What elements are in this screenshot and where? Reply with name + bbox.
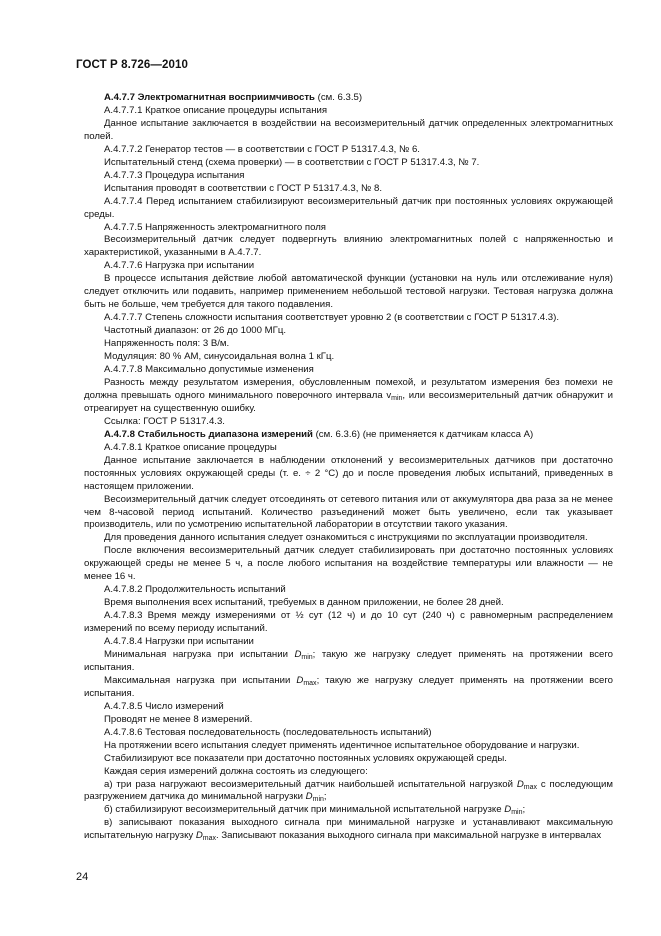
paragraph bbox=[84, 675, 613, 701]
document-body bbox=[84, 92, 613, 843]
italic-symbol: D bbox=[195, 830, 203, 842]
paragraph bbox=[84, 766, 613, 779]
text-run: В процессе испытания действие любой автоматической функции (установки на нуль или отслеживание нуля) следует отключить или подавить, например применением небольшой тестовой нагрузки. Тестовая нагрузка должна быть не больше, чем требуется для такого подавления. bbox=[84, 273, 613, 311]
text-run: Испытания проводят в соответствии с ГОСТ Р 51317.4.3, № 8. bbox=[104, 182, 382, 194]
subscript: min bbox=[391, 394, 403, 402]
paragraph bbox=[84, 740, 613, 753]
text-run: ; bbox=[522, 804, 526, 816]
text-run: А.4.7.7.1 Краткое описание процедуры испытания bbox=[104, 104, 328, 116]
paragraph bbox=[84, 610, 613, 636]
paragraph bbox=[84, 377, 613, 416]
paragraph bbox=[84, 338, 613, 351]
text-run: А.4.7.8.1 Краткое описание процедуры bbox=[104, 441, 277, 453]
text-run: Каждая серия измерений должна состоять из следующего: bbox=[104, 765, 368, 777]
paragraph bbox=[84, 494, 613, 533]
paragraph bbox=[84, 157, 613, 170]
paragraph bbox=[84, 364, 613, 377]
paragraph bbox=[84, 92, 613, 105]
paragraph bbox=[84, 196, 613, 222]
text-run: а) три раза нагружают весоизмерительный датчик наибольшей испытательной нагрузкой bbox=[104, 778, 517, 790]
paragraph bbox=[84, 312, 613, 325]
text-run: Минимальная нагрузка при испытании bbox=[104, 648, 295, 660]
italic-symbol: D bbox=[296, 674, 304, 686]
text-run: (см. 6.3.6) (не применяется к датчикам класса А) bbox=[312, 428, 534, 440]
paragraph bbox=[84, 532, 613, 545]
text-run: ; такую же нагрузку следует применять на протяжении всего испытания. bbox=[84, 648, 613, 673]
text-run: После включения весоизмерительный датчик следует стабилизировать при достаточно постоянных условиях окружающей среды не менее 5 ч, а после любого испытания на воздействие температуры или влажности — не менее 16 ч. bbox=[84, 545, 613, 583]
text-run: А.4.7.7.6 Нагрузка при испытании bbox=[104, 260, 255, 272]
text-run: Максимальная нагрузка при испытании bbox=[104, 674, 297, 686]
text-run: А.4.7.7.3 Процедура испытания bbox=[104, 169, 245, 181]
italic-symbol: D bbox=[294, 648, 302, 660]
text-run: А.4.7.8.3 Время между измерениями от ½ сут (12 ч) и до 10 сут (240 ч) с равномерным распределением измерений по всему периоду испытаний. bbox=[84, 610, 613, 635]
paragraph bbox=[84, 545, 613, 584]
text-run: Модуляция: 80 % АМ, синусоидальная волна 1 кГц. bbox=[104, 351, 335, 363]
italic-symbol: D bbox=[504, 804, 512, 816]
text-run: На протяжении всего испытания следует применять идентичное испытательное оборудование и нагрузки. bbox=[104, 739, 580, 751]
text-run: Частотный диапазон: от 26 до 1000 МГц. bbox=[104, 325, 286, 337]
paragraph bbox=[84, 714, 613, 727]
page-number: 24 bbox=[76, 871, 89, 883]
text-run: А.4.7.8.2 Продолжительность испытаний bbox=[104, 584, 286, 596]
paragraph bbox=[84, 325, 613, 338]
text-run: , или весоизмерительный датчик обнаружит и отреагирует на существенную ошибку. bbox=[84, 389, 613, 414]
bold-text: А.4.7.7 Электромагнитная восприимчивость bbox=[104, 92, 315, 103]
text-run: Время выполнения всех испытаний, требуемых в данном приложении, не более 28 дней. bbox=[104, 597, 504, 609]
text-run: А.4.7.7.2 Генератор тестов — в соответствии с ГОСТ Р 51317.4.3, № 6. bbox=[104, 143, 420, 155]
paragraph bbox=[84, 779, 613, 805]
paragraph bbox=[84, 273, 613, 312]
text-run: Весоизмерительный датчик следует подвергнуть влиянию электромагнитных полей с напряженностью и характеристикой, указанными в А.4.7.7. bbox=[84, 234, 613, 259]
subscript: min bbox=[312, 796, 324, 804]
paragraph bbox=[84, 636, 613, 649]
paragraph bbox=[84, 804, 613, 817]
text-run: с последующим разгружением датчика до минимальной нагрузки bbox=[84, 778, 613, 803]
text-run: А.4.7.8.5 Число измерений bbox=[104, 700, 224, 712]
paragraph bbox=[84, 351, 613, 364]
subscript: min bbox=[301, 653, 313, 661]
page-header: ГОСТ Р 8.726—2010 bbox=[76, 59, 188, 71]
italic-symbol: D bbox=[516, 778, 524, 790]
paragraph bbox=[84, 429, 613, 442]
text-run: Разность между результатом измерения, обусловленным помехой, и результатом измерения без помехи не должна превышать одного минимального поверочного интервала v bbox=[84, 376, 613, 401]
text-run: А.4.7.8.4 Нагрузки при испытании bbox=[104, 636, 254, 648]
text-run: А.4.7.7.4 Перед испытанием стабилизируют весоизмерительный датчик при постоянных условиях окружающей среды. bbox=[84, 195, 613, 220]
text-run: Проводят не менее 8 измерений. bbox=[104, 713, 253, 725]
text-run: ; bbox=[323, 791, 327, 803]
subscript: max bbox=[523, 783, 537, 791]
paragraph bbox=[84, 727, 613, 740]
italic-symbol: D bbox=[305, 791, 313, 803]
text-run: . Записывают показания выходного сигнала при максимальной нагрузке в интервалах bbox=[216, 830, 602, 842]
text-run: Напряженность поля: 3 В/м. bbox=[104, 338, 230, 350]
paragraph bbox=[84, 701, 613, 714]
text-run: Ссылка: ГОСТ Р 51317.4.3. bbox=[104, 415, 225, 427]
text-run: (см. 6.3.5) bbox=[314, 92, 363, 103]
text-run: Весоизмерительный датчик следует отсоединять от сетевого питания или от аккумулятора два раза за не менее чем 8-часовой период испытаний. Количество разъединений может быть увеличено, если так указывает производитель, или по усмотрению испытательной лаборатории в отсутствии такого указания. bbox=[84, 493, 613, 531]
paragraph bbox=[84, 170, 613, 183]
text-run: Данное испытание заключается в наблюдении отклонений у весоизмерительных датчиков при достаточно постоянных условиях окружающей среды (т. е. ÷ 2 °С) до и после проведения любых испытаний, приведенных в настоящем приложении. bbox=[84, 454, 613, 492]
text-run: А.4.7.7.5 Напряженность электромагнитного поля bbox=[104, 221, 326, 233]
text-run: Данное испытание заключается в воздействии на весоизмерительный датчик определенных электромагнитных полей. bbox=[84, 117, 613, 142]
paragraph bbox=[84, 118, 613, 144]
text-run: в) записывают показания выходного сигнала при минимальной нагрузке и устанавливают максимальную испытательную нагрузку bbox=[84, 817, 613, 842]
text-run: б) стабилизируют весоизмерительный датчик при минимальной испытательной нагрузке bbox=[104, 804, 505, 816]
paragraph bbox=[84, 649, 613, 675]
text-run: А.4.7.7.8 Максимально допустимые изменения bbox=[104, 364, 314, 376]
paragraph bbox=[84, 817, 613, 843]
paragraph bbox=[84, 260, 613, 273]
subscript: max bbox=[303, 679, 317, 687]
paragraph bbox=[84, 597, 613, 610]
text-run: Для проведения данного испытания следует ознакомиться с инструкциями по эксплуатации производителя. bbox=[104, 532, 588, 544]
paragraph bbox=[84, 416, 613, 429]
paragraph bbox=[84, 183, 613, 196]
paragraph bbox=[84, 234, 613, 260]
text-run: ; такую же нагрузку следует применять на протяжении всего испытания. bbox=[84, 674, 613, 699]
paragraph bbox=[84, 222, 613, 235]
subscript: max bbox=[202, 835, 217, 843]
paragraph bbox=[84, 442, 613, 455]
paragraph bbox=[84, 105, 613, 118]
text-run: А.4.7.8.6 Тестовая последовательность (последовательность испытаний) bbox=[104, 726, 432, 738]
bold-text: А.4.7.8 Стабильность диапазона измерений bbox=[104, 428, 313, 440]
paragraph bbox=[84, 144, 613, 157]
subscript: min bbox=[511, 809, 523, 817]
text-run: Стабилизируют все показатели при достаточно постоянных условиях окружающей среды. bbox=[104, 752, 507, 764]
text-run: А.4.7.7.7 Степень сложности испытания соответствует уровню 2 (в соответствии с ГОСТ Р 51317.4.3). bbox=[104, 312, 560, 324]
paragraph bbox=[84, 753, 613, 766]
paragraph bbox=[84, 584, 613, 597]
text-run: Испытательный стенд (схема проверки) — в соответствии с ГОСТ Р 51317.4.3, № 7. bbox=[104, 156, 480, 168]
paragraph bbox=[84, 455, 613, 494]
